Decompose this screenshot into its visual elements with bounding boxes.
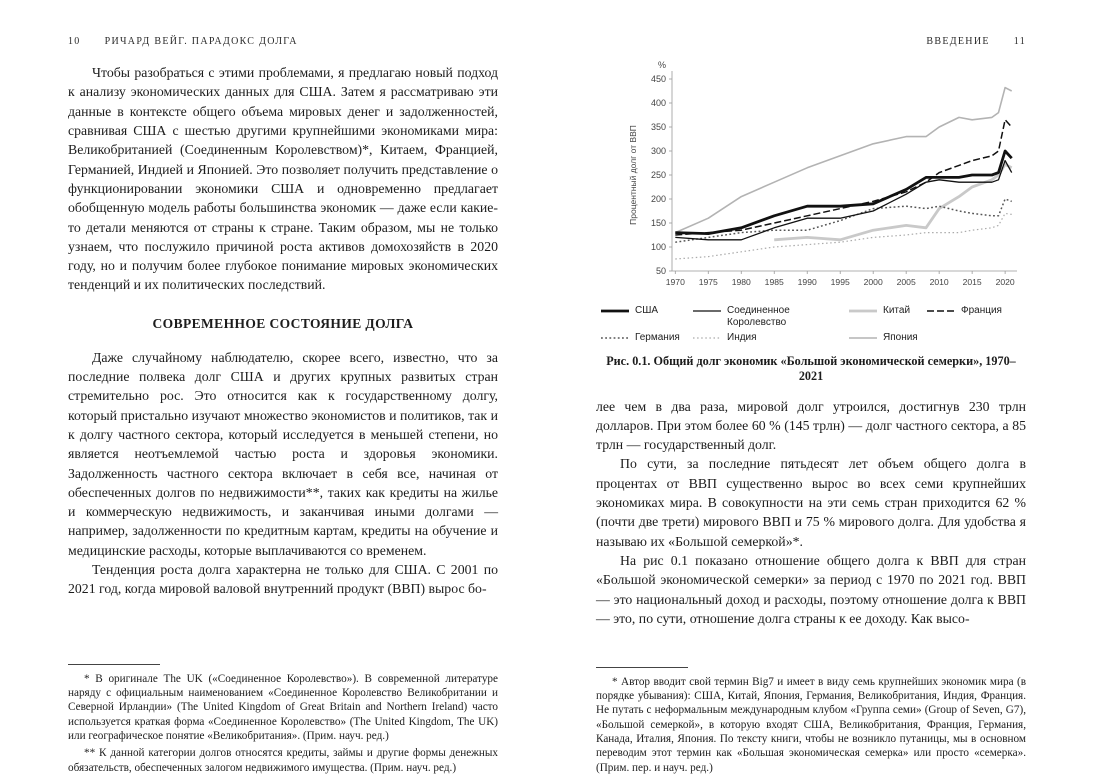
legend-line-sample [600, 333, 630, 343]
footnote-rule [68, 664, 160, 665]
svg-text:50: 50 [655, 266, 666, 276]
svg-text:2005: 2005 [896, 277, 916, 287]
svg-text:%: % [657, 60, 666, 70]
left-running-head [68, 36, 498, 47]
svg-text:1985: 1985 [764, 277, 784, 287]
right-running-head [596, 36, 1026, 47]
svg-text:1975: 1975 [698, 277, 718, 287]
legend-item [600, 305, 686, 328]
svg-text:400: 400 [650, 98, 666, 108]
svg-text:350: 350 [650, 122, 666, 132]
paragraph: Даже случайному наблюдателю, скорее всего, известно, что за последние полвека долг США и других крупных развитых стран стремительно рос. Это относится как к государственному долгу, который пристально изучают множество экономистов и политиков, так и к долгу частного сектора, который исследуется в меньшей степени, но является неотъемлемой частью роста и здоровья экономики. Задолженность частного сектора включает в себя все, начиная от обеспеченных долгов по недвижимости**, таких как кредиты на жилье и коммерческую недвижимость, и заканчивая иными долгами — например, задолженности по кредитным картам, кредиты на обучение и медицинские расходы, которые выплачиваются со временем. [68, 349, 498, 558]
paragraph: Чтобы разобраться с этими проблемами, я предлагаю новый подход к анализу экономических данных для США. Затем я рассматриваю эти данные в контексте общего объема мировых денег и задолженностей, сравнивая США с шестью другими крупнейшими экономиками мира: Великобританией (Соединенным Королевством)*, Китаем, Францией, Германией, Индией и Японией. Это позволяет получить представление о функционировании экономики США и одновременно предлагает обобщенную модель работы большинства экономик — даже если какие-то детали меняются от страны к стране. Таким образом, мы не только узнаем, что послужило причиной роста активов домохозяйств в 2020 году, но и получим более глубокое понимание мировых экономических тенденций и их политических последствий. [68, 65, 498, 293]
footnote-rule [596, 667, 688, 668]
legend-line-sample [600, 306, 630, 316]
legend-item [848, 332, 920, 344]
paragraph: лее чем в два раза, мировой долг утроился, достигнув 230 трлн долларов. При этом более 60 % (145 трлн) — долг частного сектора, а 85 трлн — государственный долг. [596, 398, 1026, 453]
legend-label: Германия [635, 332, 680, 343]
legend-item [848, 305, 920, 328]
svg-text:Процентный долг от ВВП: Процентный долг от ВВП [628, 125, 638, 225]
figure-block [596, 57, 1026, 384]
right-footnotes [596, 657, 1026, 778]
right-body [596, 397, 1026, 629]
svg-text:250: 250 [650, 170, 666, 180]
svg-text:1970: 1970 [665, 277, 685, 287]
figure-caption: Рис. 0.1. Общий долг экономик «Большой экономической семерки», 1970–2021 [606, 353, 1016, 383]
left-page [68, 36, 498, 778]
svg-text:300: 300 [650, 146, 666, 156]
legend-label: Соединенное Королевство [727, 305, 790, 328]
legend-label: Китай [883, 305, 911, 316]
debt-to-gdp-chart [626, 57, 1026, 297]
series-line-Индия [675, 213, 1011, 259]
series-line-США [675, 151, 1011, 234]
legend-item [692, 305, 842, 328]
svg-text:2015: 2015 [962, 277, 982, 287]
legend-line-sample [848, 306, 878, 316]
left-body [68, 63, 498, 599]
footnote: * В оригинале The UK («Соединенное Королевство»). В современной литературе наряду с официальным наименованием «Соединенное Королевство Великобритании и Северной Ирландии» (The United Kingdom of Great Britain and Northern Ireland) часто используется краткая форма «Соединенное Королевство» (The United Kingdom, The UK) или географическое понятие «Великобритания». (Прим. науч. ред.) [68, 672, 498, 743]
series-line-Соединенное Королевство [675, 161, 1011, 240]
svg-text:1995: 1995 [830, 277, 850, 287]
legend-line-sample [848, 333, 878, 343]
legend-label: США [635, 305, 659, 316]
figure-legend [596, 305, 1026, 344]
left-page-number: 10 [68, 36, 81, 47]
paragraph: Тенденция роста долга характерна не только для США. С 2001 по 2021 год, когда мировой валовой внутренний продукт (ВВП) вырос бо- [68, 562, 498, 597]
svg-text:450: 450 [650, 74, 666, 84]
legend-label: Индия [727, 332, 757, 343]
footnote: * Автор вводит свой термин Big7 и имеет в виду семь крупнейших экономик мира (в порядке убывания): США, Китай, Япония, Германия, Великобритания, Индия, Франция. Не путать с неформальным международным клубом «Группа семи» (Group of Seven, G7), «Большой семеркой», в которую входят США, Великобритания, Франция, Германия, Канада, Италия, Япония. По тексту книги, чтобы не возникло путаницы, мы в основном переводим этот термин как «Большая экономическая семерка» или просто «семерка». (Прим. пер. и науч. ред.) [596, 675, 1026, 774]
svg-text:200: 200 [650, 194, 666, 204]
svg-text:100: 100 [650, 242, 666, 252]
right-page [596, 36, 1026, 778]
svg-text:1990: 1990 [797, 277, 817, 287]
legend-item [926, 305, 1022, 328]
paragraph: На рис 0.1 показано отношение общего долга к ВВП для стран «Большой экономической семерки» за период с 1970 по 2021 год. ВВП — это национальный доход и расходы, поэтому отношение долга к ВВП — это, по сути, отношение долга страны к ее доходу. Как высо- [596, 553, 1026, 626]
footnote: ** К данной категории долгов относятся кредиты, займы и другие формы денежных обязательств, обеспеченных залогом недвижимого имущества. (Прим. науч. ред.) [68, 747, 498, 774]
svg-text:150: 150 [650, 218, 666, 228]
left-footnotes [68, 654, 498, 778]
legend-label: Франция [961, 305, 1002, 316]
svg-text:1980: 1980 [731, 277, 751, 287]
svg-text:2010: 2010 [929, 277, 949, 287]
legend-item [692, 332, 842, 344]
section-heading: СОВРЕМЕННОЕ СОСТОЯНИЕ ДОЛГА [152, 315, 414, 331]
svg-text:2020: 2020 [995, 277, 1015, 287]
right-running-title: ВВЕДЕНИЕ [926, 36, 990, 47]
legend-line-sample [692, 306, 722, 316]
legend-line-sample [926, 306, 956, 316]
svg-text:2000: 2000 [863, 277, 883, 287]
legend-line-sample [692, 333, 722, 343]
left-running-title: РИЧАРД ВЕЙГ. ПАРАДОКС ДОЛГА [104, 36, 298, 47]
legend-item [600, 332, 686, 344]
right-page-number: 11 [1013, 36, 1026, 47]
legend-label: Япония [883, 332, 918, 343]
paragraph: По сути, за последние пятьдесят лет объем общего долга в процентах от ВВП существенно вырос во всех семи крупнейших экономиках мира. В совокупности на эти семь стран приходится 62 % (почти две трети) мирового ВВП и 75 % мирового долга. Для удобства я называю их «Большой семеркой»*. [596, 456, 1026, 549]
